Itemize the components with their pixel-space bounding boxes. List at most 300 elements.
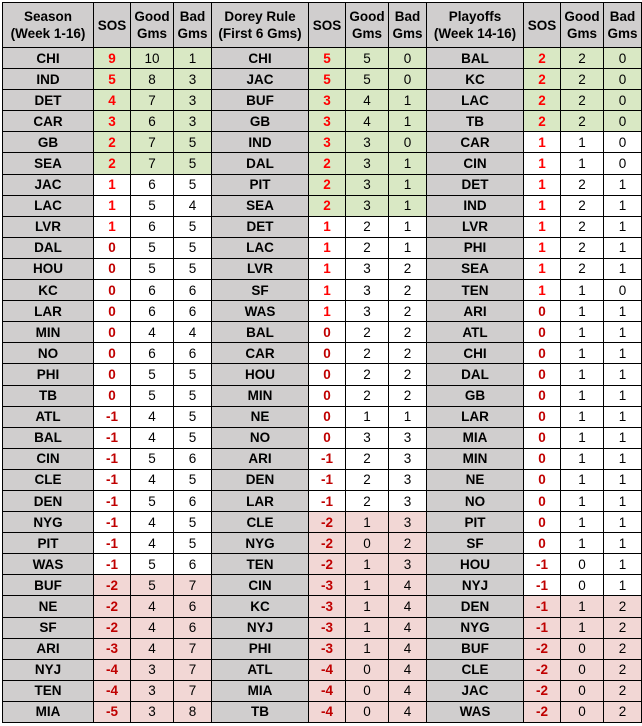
season-good-cell: 7 [131, 132, 174, 153]
dorey-good-cell: 0 [346, 701, 389, 722]
dorey-bad-header-line1: Bad [394, 9, 421, 24]
dorey-good-cell: 3 [346, 280, 389, 301]
season-good-cell: 5 [131, 385, 174, 406]
playoffs-team-cell: BAL [427, 48, 524, 69]
playoffs-bad-cell: 0 [604, 48, 642, 69]
playoffs-sos-cell: -2 [524, 638, 561, 659]
dorey-sos-cell: 2 [309, 174, 346, 195]
season-bad-cell: 3 [174, 90, 212, 111]
playoffs-good-cell: 1 [561, 512, 604, 533]
season-good-cell: 6 [131, 216, 174, 237]
season-team-cell: HOU [3, 258, 94, 279]
season-bad-cell: 6 [174, 554, 212, 575]
season-good-header [131, 3, 174, 48]
playoffs-bad-cell: 1 [604, 490, 642, 511]
season-team-cell: MIN [3, 322, 94, 343]
dorey-good-cell: 4 [346, 111, 389, 132]
season-bad-cell: 6 [174, 448, 212, 469]
dorey-bad-cell: 4 [389, 617, 427, 638]
dorey-team-cell: DET [212, 216, 309, 237]
season-team-cell: WAS [3, 554, 94, 575]
dorey-sos-cell: -2 [309, 533, 346, 554]
dorey-bad-cell: 4 [389, 596, 427, 617]
playoffs-good-cell: 0 [561, 701, 604, 722]
table-row [3, 385, 642, 406]
season-bad-cell: 5 [174, 153, 212, 174]
playoffs-good-cell: 0 [561, 680, 604, 701]
playoffs-bad-cell: 1 [604, 427, 642, 448]
playoffs-bad-header [604, 3, 642, 48]
season-team-cell: BUF [3, 575, 94, 596]
playoffs-bad-cell: 1 [604, 216, 642, 237]
season-team-cell: TB [3, 385, 94, 406]
dorey-bad-cell: 2 [389, 533, 427, 554]
season-sos-cell: -1 [94, 533, 131, 554]
playoffs-good-cell: 1 [561, 301, 604, 322]
season-sos-cell: -5 [94, 701, 131, 722]
season-sos-cell: 2 [94, 132, 131, 153]
playoffs-sos-cell: 0 [524, 364, 561, 385]
dorey-bad-cell: 4 [389, 659, 427, 680]
dorey-sos-cell: 1 [309, 216, 346, 237]
season-bad-cell: 5 [174, 385, 212, 406]
dorey-bad-cell: 2 [389, 301, 427, 322]
dorey-good-cell: 5 [346, 48, 389, 69]
playoffs-bad-cell: 1 [604, 554, 642, 575]
playoffs-sos-cell: -1 [524, 596, 561, 617]
playoffs-team-cell: BUF [427, 638, 524, 659]
playoffs-sos-cell: 0 [524, 301, 561, 322]
table-row [3, 490, 642, 511]
playoffs-bad-cell: 0 [604, 153, 642, 174]
playoffs-sos-cell: 1 [524, 280, 561, 301]
playoffs-bad-cell: 2 [604, 659, 642, 680]
playoffs-bad-cell: 0 [604, 280, 642, 301]
season-bad-header [174, 3, 212, 48]
table-row [3, 90, 642, 111]
dorey-sos-cell: 1 [309, 301, 346, 322]
playoffs-sos-cell: 0 [524, 343, 561, 364]
dorey-good-cell: 2 [346, 237, 389, 258]
dorey-bad-cell: 3 [389, 490, 427, 511]
dorey-team-cell: DEN [212, 469, 309, 490]
season-good-cell: 5 [131, 258, 174, 279]
dorey-bad-cell: 0 [389, 69, 427, 90]
dorey-good-cell: 2 [346, 490, 389, 511]
playoffs-team-cell: NO [427, 490, 524, 511]
playoffs-bad-cell: 2 [604, 638, 642, 659]
playoffs-good-cell: 2 [561, 174, 604, 195]
dorey-sos-cell: 5 [309, 48, 346, 69]
dorey-sos-cell: 0 [309, 322, 346, 343]
season-good-cell: 6 [131, 174, 174, 195]
playoffs-sos-cell: 2 [524, 111, 561, 132]
playoffs-bad-cell: 1 [604, 237, 642, 258]
dorey-good-cell: 2 [346, 385, 389, 406]
table-row [3, 132, 642, 153]
season-bad-cell: 6 [174, 301, 212, 322]
dorey-team-cell: IND [212, 132, 309, 153]
season-good-cell: 7 [131, 90, 174, 111]
dorey-bad-cell: 4 [389, 638, 427, 659]
dorey-team-cell: BAL [212, 322, 309, 343]
dorey-good-cell: 0 [346, 680, 389, 701]
table-row [3, 174, 642, 195]
dorey-sos-cell: -1 [309, 469, 346, 490]
dorey-team-cell: PHI [212, 638, 309, 659]
season-bad-cell: 5 [174, 469, 212, 490]
season-bad-cell: 5 [174, 258, 212, 279]
season-sos-cell: 0 [94, 301, 131, 322]
season-team-cell: SF [3, 617, 94, 638]
playoffs-good-cell: 2 [561, 195, 604, 216]
season-sos-cell: 0 [94, 237, 131, 258]
season-sos-cell: -3 [94, 638, 131, 659]
playoffs-good-cell: 2 [561, 258, 604, 279]
playoffs-bad-cell: 1 [604, 364, 642, 385]
playoffs-bad-header-line2: Gms [607, 26, 638, 41]
season-team-cell: LAC [3, 195, 94, 216]
season-good-cell: 3 [131, 659, 174, 680]
dorey-bad-header-line2: Gms [392, 26, 423, 41]
season-sos-cell: 0 [94, 280, 131, 301]
playoffs-sos-cell: 0 [524, 385, 561, 406]
dorey-bad-cell: 1 [389, 195, 427, 216]
season-good-cell: 6 [131, 111, 174, 132]
playoffs-bad-cell: 1 [604, 512, 642, 533]
dorey-good-header [346, 3, 389, 48]
season-team-cell: ARI [3, 638, 94, 659]
dorey-bad-cell: 1 [389, 406, 427, 427]
playoffs-team-cell: MIN [427, 448, 524, 469]
season-good-header-line1: Good [134, 9, 170, 24]
playoffs-team-cell: LVR [427, 216, 524, 237]
dorey-header [212, 3, 309, 48]
dorey-good-cell: 1 [346, 596, 389, 617]
playoffs-sos-cell: -1 [524, 554, 561, 575]
dorey-team-cell: MIA [212, 680, 309, 701]
dorey-team-cell: WAS [212, 301, 309, 322]
season-bad-cell: 6 [174, 596, 212, 617]
dorey-team-cell: GB [212, 111, 309, 132]
season-team-cell: BAL [3, 427, 94, 448]
table-row [3, 406, 642, 427]
season-good-cell: 5 [131, 575, 174, 596]
dorey-sos-cell: 3 [309, 90, 346, 111]
dorey-bad-cell: 4 [389, 701, 427, 722]
dorey-sos-cell: -2 [309, 554, 346, 575]
season-team-cell: PIT [3, 533, 94, 554]
dorey-sos-cell: 0 [309, 343, 346, 364]
dorey-good-cell: 1 [346, 575, 389, 596]
playoffs-sos-cell: 1 [524, 237, 561, 258]
dorey-sos-cell: 3 [309, 132, 346, 153]
playoffs-bad-cell: 2 [604, 680, 642, 701]
playoffs-sos-cell: 2 [524, 48, 561, 69]
playoffs-good-cell: 2 [561, 237, 604, 258]
playoffs-good-cell: 2 [561, 90, 604, 111]
table-row [3, 617, 642, 638]
season-sos-cell: -1 [94, 448, 131, 469]
playoffs-sos-cell: 0 [524, 512, 561, 533]
table-row [3, 638, 642, 659]
season-team-cell: MIA [3, 701, 94, 722]
season-team-cell: CHI [3, 48, 94, 69]
playoffs-good-header-line2: Gms [566, 26, 597, 41]
playoffs-good-cell: 2 [561, 216, 604, 237]
dorey-bad-cell: 1 [389, 111, 427, 132]
season-sos-cell: 1 [94, 174, 131, 195]
table-row [3, 554, 642, 575]
season-sos-cell: -1 [94, 406, 131, 427]
dorey-sos-cell: 2 [309, 153, 346, 174]
season-good-cell: 5 [131, 195, 174, 216]
season-team-cell: DAL [3, 237, 94, 258]
playoffs-team-cell: DAL [427, 364, 524, 385]
playoffs-sos-cell: 1 [524, 258, 561, 279]
playoffs-team-cell: NYG [427, 617, 524, 638]
dorey-team-cell: SEA [212, 195, 309, 216]
dorey-good-cell: 1 [346, 512, 389, 533]
dorey-bad-cell: 1 [389, 90, 427, 111]
playoffs-good-cell: 1 [561, 153, 604, 174]
playoffs-good-cell: 0 [561, 575, 604, 596]
dorey-sos-cell: 3 [309, 111, 346, 132]
table-row [3, 701, 642, 722]
season-team-cell: PHI [3, 364, 94, 385]
season-team-cell: SEA [3, 153, 94, 174]
season-sos-cell: -4 [94, 659, 131, 680]
playoffs-team-cell: NE [427, 469, 524, 490]
season-bad-cell: 5 [174, 174, 212, 195]
playoffs-bad-cell: 1 [604, 533, 642, 554]
season-bad-cell: 5 [174, 132, 212, 153]
season-good-cell: 5 [131, 490, 174, 511]
table-row [3, 512, 642, 533]
season-good-cell: 4 [131, 617, 174, 638]
dorey-bad-cell: 1 [389, 216, 427, 237]
playoffs-team-cell: PIT [427, 512, 524, 533]
playoffs-bad-cell: 1 [604, 258, 642, 279]
season-bad-cell: 5 [174, 533, 212, 554]
playoffs-team-cell: SEA [427, 258, 524, 279]
dorey-bad-cell: 0 [389, 48, 427, 69]
season-good-cell: 3 [131, 701, 174, 722]
dorey-sos-cell: 0 [309, 427, 346, 448]
dorey-sos-cell: 0 [309, 406, 346, 427]
season-team-cell: NYG [3, 512, 94, 533]
dorey-team-cell: NYG [212, 533, 309, 554]
season-team-cell: NYJ [3, 659, 94, 680]
playoffs-good-cell: 1 [561, 490, 604, 511]
season-sos-cell: 5 [94, 69, 131, 90]
dorey-bad-header [389, 3, 427, 48]
season-bad-cell: 7 [174, 659, 212, 680]
dorey-bad-cell: 3 [389, 469, 427, 490]
playoffs-bad-cell: 1 [604, 301, 642, 322]
dorey-good-cell: 2 [346, 469, 389, 490]
season-good-cell: 8 [131, 69, 174, 90]
season-team-cell: LAR [3, 301, 94, 322]
season-sos-cell: -1 [94, 490, 131, 511]
season-sos-cell: 2 [94, 153, 131, 174]
season-good-cell: 5 [131, 554, 174, 575]
playoffs-bad-cell: 0 [604, 90, 642, 111]
playoffs-sos-cell: 1 [524, 195, 561, 216]
season-bad-cell: 6 [174, 490, 212, 511]
season-bad-cell: 6 [174, 343, 212, 364]
playoffs-good-cell: 1 [561, 132, 604, 153]
season-good-cell: 4 [131, 469, 174, 490]
dorey-team-cell: CAR [212, 343, 309, 364]
season-team-cell: NE [3, 596, 94, 617]
playoffs-sos-cell: 2 [524, 69, 561, 90]
dorey-sos-cell: -3 [309, 575, 346, 596]
season-header-line2: (Week 1-16) [10, 26, 86, 41]
season-sos-cell: 9 [94, 48, 131, 69]
season-good-cell: 4 [131, 638, 174, 659]
season-good-cell: 7 [131, 153, 174, 174]
dorey-sos-cell: -3 [309, 617, 346, 638]
season-team-cell: TEN [3, 680, 94, 701]
season-bad-cell: 5 [174, 512, 212, 533]
playoffs-sos-cell: -2 [524, 659, 561, 680]
table-row [3, 258, 642, 279]
season-team-cell: DET [3, 90, 94, 111]
season-good-cell: 5 [131, 237, 174, 258]
dorey-header-line1: Dorey Rule [224, 9, 296, 24]
playoffs-sos-cell: 0 [524, 322, 561, 343]
playoffs-bad-cell: 0 [604, 132, 642, 153]
dorey-bad-cell: 2 [389, 258, 427, 279]
dorey-good-cell: 2 [346, 364, 389, 385]
dorey-sos-cell: 2 [309, 195, 346, 216]
playoffs-sos-cell: -2 [524, 701, 561, 722]
playoffs-sos-cell: 1 [524, 216, 561, 237]
table-row [3, 533, 642, 554]
table-row [3, 575, 642, 596]
playoffs-good-cell: 1 [561, 427, 604, 448]
dorey-sos-header: SOS [309, 3, 346, 48]
dorey-team-cell: TB [212, 701, 309, 722]
playoffs-header [427, 3, 524, 48]
season-team-cell: GB [3, 132, 94, 153]
table-row [3, 301, 642, 322]
playoffs-bad-cell: 1 [604, 448, 642, 469]
table-row [3, 680, 642, 701]
dorey-good-cell: 1 [346, 638, 389, 659]
season-team-cell: NO [3, 343, 94, 364]
dorey-header-line2: (First 6 Gms) [218, 26, 302, 41]
season-sos-cell: 1 [94, 195, 131, 216]
playoffs-bad-cell: 2 [604, 617, 642, 638]
dorey-good-cell: 2 [346, 322, 389, 343]
dorey-sos-cell: -3 [309, 638, 346, 659]
dorey-bad-cell: 1 [389, 237, 427, 258]
playoffs-good-cell: 1 [561, 322, 604, 343]
season-team-cell: CIN [3, 448, 94, 469]
sos-table [2, 2, 642, 723]
season-bad-cell: 5 [174, 237, 212, 258]
dorey-sos-cell: -4 [309, 701, 346, 722]
dorey-good-cell: 3 [346, 427, 389, 448]
season-bad-cell: 4 [174, 195, 212, 216]
playoffs-good-cell: 1 [561, 469, 604, 490]
season-sos-cell: 0 [94, 322, 131, 343]
season-sos-cell: 4 [94, 90, 131, 111]
season-good-cell: 4 [131, 512, 174, 533]
season-bad-cell: 6 [174, 280, 212, 301]
playoffs-bad-cell: 2 [604, 701, 642, 722]
playoffs-good-cell: 2 [561, 111, 604, 132]
dorey-sos-cell: 5 [309, 69, 346, 90]
dorey-sos-cell: 1 [309, 258, 346, 279]
season-bad-cell: 6 [174, 617, 212, 638]
season-team-cell: CAR [3, 111, 94, 132]
season-good-cell: 4 [131, 322, 174, 343]
dorey-bad-cell: 3 [389, 427, 427, 448]
table-row [3, 195, 642, 216]
season-sos-cell: -2 [94, 617, 131, 638]
playoffs-bad-cell: 1 [604, 406, 642, 427]
playoffs-sos-cell: 1 [524, 132, 561, 153]
season-good-cell: 4 [131, 406, 174, 427]
playoffs-bad-cell: 0 [604, 69, 642, 90]
playoffs-sos-cell: -1 [524, 575, 561, 596]
playoffs-sos-cell: 0 [524, 427, 561, 448]
season-team-cell: JAC [3, 174, 94, 195]
season-sos-cell: -1 [94, 469, 131, 490]
dorey-good-cell: 0 [346, 533, 389, 554]
season-bad-cell: 8 [174, 701, 212, 722]
table-row [3, 322, 642, 343]
dorey-team-cell: DAL [212, 153, 309, 174]
playoffs-team-cell: GB [427, 385, 524, 406]
dorey-team-cell: TEN [212, 554, 309, 575]
season-bad-cell: 3 [174, 69, 212, 90]
dorey-good-cell: 3 [346, 195, 389, 216]
season-header-line1: Season [23, 9, 73, 24]
dorey-sos-cell: -3 [309, 596, 346, 617]
playoffs-good-cell: 1 [561, 364, 604, 385]
season-sos-cell: -1 [94, 554, 131, 575]
dorey-good-cell: 2 [346, 448, 389, 469]
dorey-team-cell: NE [212, 406, 309, 427]
season-sos-cell: 0 [94, 385, 131, 406]
dorey-team-cell: NYJ [212, 617, 309, 638]
season-bad-cell: 5 [174, 216, 212, 237]
playoffs-team-cell: TEN [427, 280, 524, 301]
table-row [3, 216, 642, 237]
season-good-cell: 4 [131, 427, 174, 448]
playoffs-team-cell: WAS [427, 701, 524, 722]
playoffs-good-cell: 1 [561, 280, 604, 301]
dorey-sos-cell: 0 [309, 385, 346, 406]
playoffs-sos-cell: 0 [524, 490, 561, 511]
dorey-good-cell: 3 [346, 258, 389, 279]
playoffs-sos-cell: 0 [524, 469, 561, 490]
playoffs-good-header-line1: Good [564, 9, 600, 24]
playoffs-good-cell: 1 [561, 617, 604, 638]
season-team-cell: DEN [3, 490, 94, 511]
dorey-sos-cell: -1 [309, 448, 346, 469]
playoffs-team-cell: SF [427, 533, 524, 554]
dorey-good-cell: 2 [346, 216, 389, 237]
playoffs-sos-header: SOS [524, 3, 561, 48]
table-row [3, 448, 642, 469]
playoffs-team-cell: TB [427, 111, 524, 132]
season-bad-cell: 1 [174, 48, 212, 69]
